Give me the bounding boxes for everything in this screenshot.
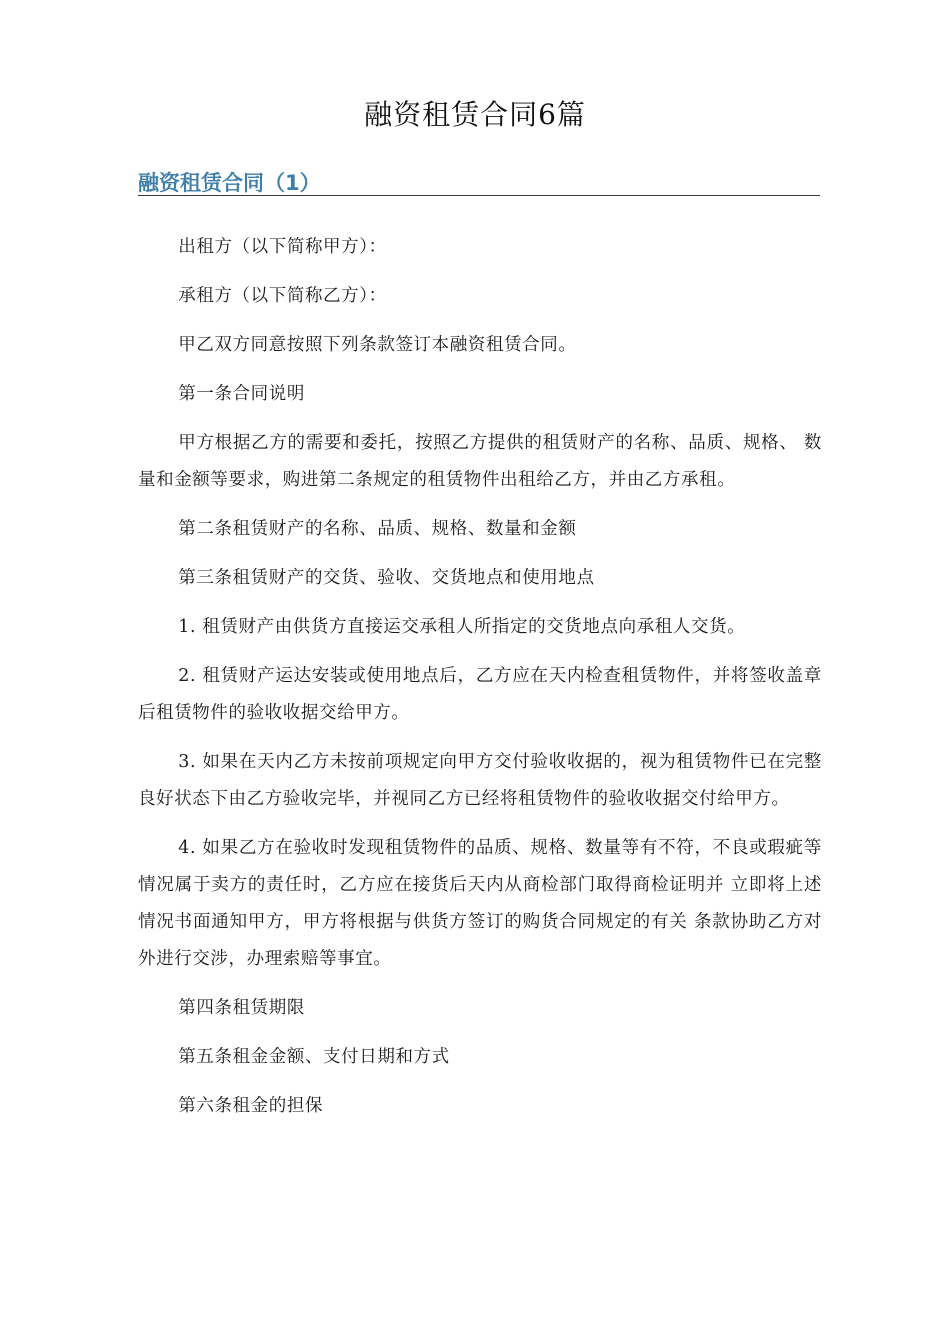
paragraph-agreement: 甲乙双方同意按照下列条款签订本融资租赁合同。 (178, 335, 577, 355)
article-1-heading: 第一条合同说明 (178, 384, 305, 404)
paragraph-lessor: 出租方（以下简称甲方）： (178, 237, 387, 257)
article-3-heading: 第三条租赁财产的交货、验收、交货地点和使用地点 (178, 568, 595, 588)
article-6-heading: 第六条租金的担保 (178, 1096, 324, 1116)
article-2-heading: 第二条租赁财产的名称、品质、规格、数量和金额 (178, 519, 577, 539)
article-4-heading: 第四条租赁期限 (178, 998, 305, 1018)
article-3-item-3: 3. 如果在天内乙方未按前项规定向甲方交付验收收据的，视为租赁物件已在完整良好状态下由乙方验收完毕，并视同乙方已经将租赁物件的验收收据交付给甲方。 (138, 752, 822, 809)
article-3-item-1: 1. 租赁财产由供货方直接运交承租人所指定的交货地点向承租人交货。 (178, 617, 746, 637)
document-body (138, 229, 822, 1137)
article-3-item-4: 4. 如果乙方在验收时发现租赁物件的品质、规格、数量等有不符，不良或瑕疵等情况属于卖方的责任时，乙方应在接货后天内从商检部门取得商检证明并 立即将上述情况书面通知甲方，甲方将根据与供货方签订的购货合同规定的有关 条款协助乙方对外进行交涉，办理索赔等事宜。 (138, 838, 822, 969)
article-5-heading: 第五条租金金额、支付日期和方式 (178, 1047, 450, 1067)
document-title: 融资租赁合同6篇 (364, 98, 586, 131)
paragraph-lessee: 承租方（以下简称乙方）： (178, 286, 387, 306)
article-1-body: 甲方根据乙方的需要和委托，按照乙方提供的租赁财产的名称、品质、规格、 数量和金额等要求，购进第二条规定的租赁物件出租给乙方，并由乙方承租。 (138, 433, 822, 490)
article-3-item-2: 2. 租赁财产运达安装或使用地点后，乙方应在天内检查租赁物件，并将签收盖章后租赁物件的验收收据交给甲方。 (138, 666, 822, 723)
section-heading: 融资租赁合同（1） (138, 171, 820, 196)
